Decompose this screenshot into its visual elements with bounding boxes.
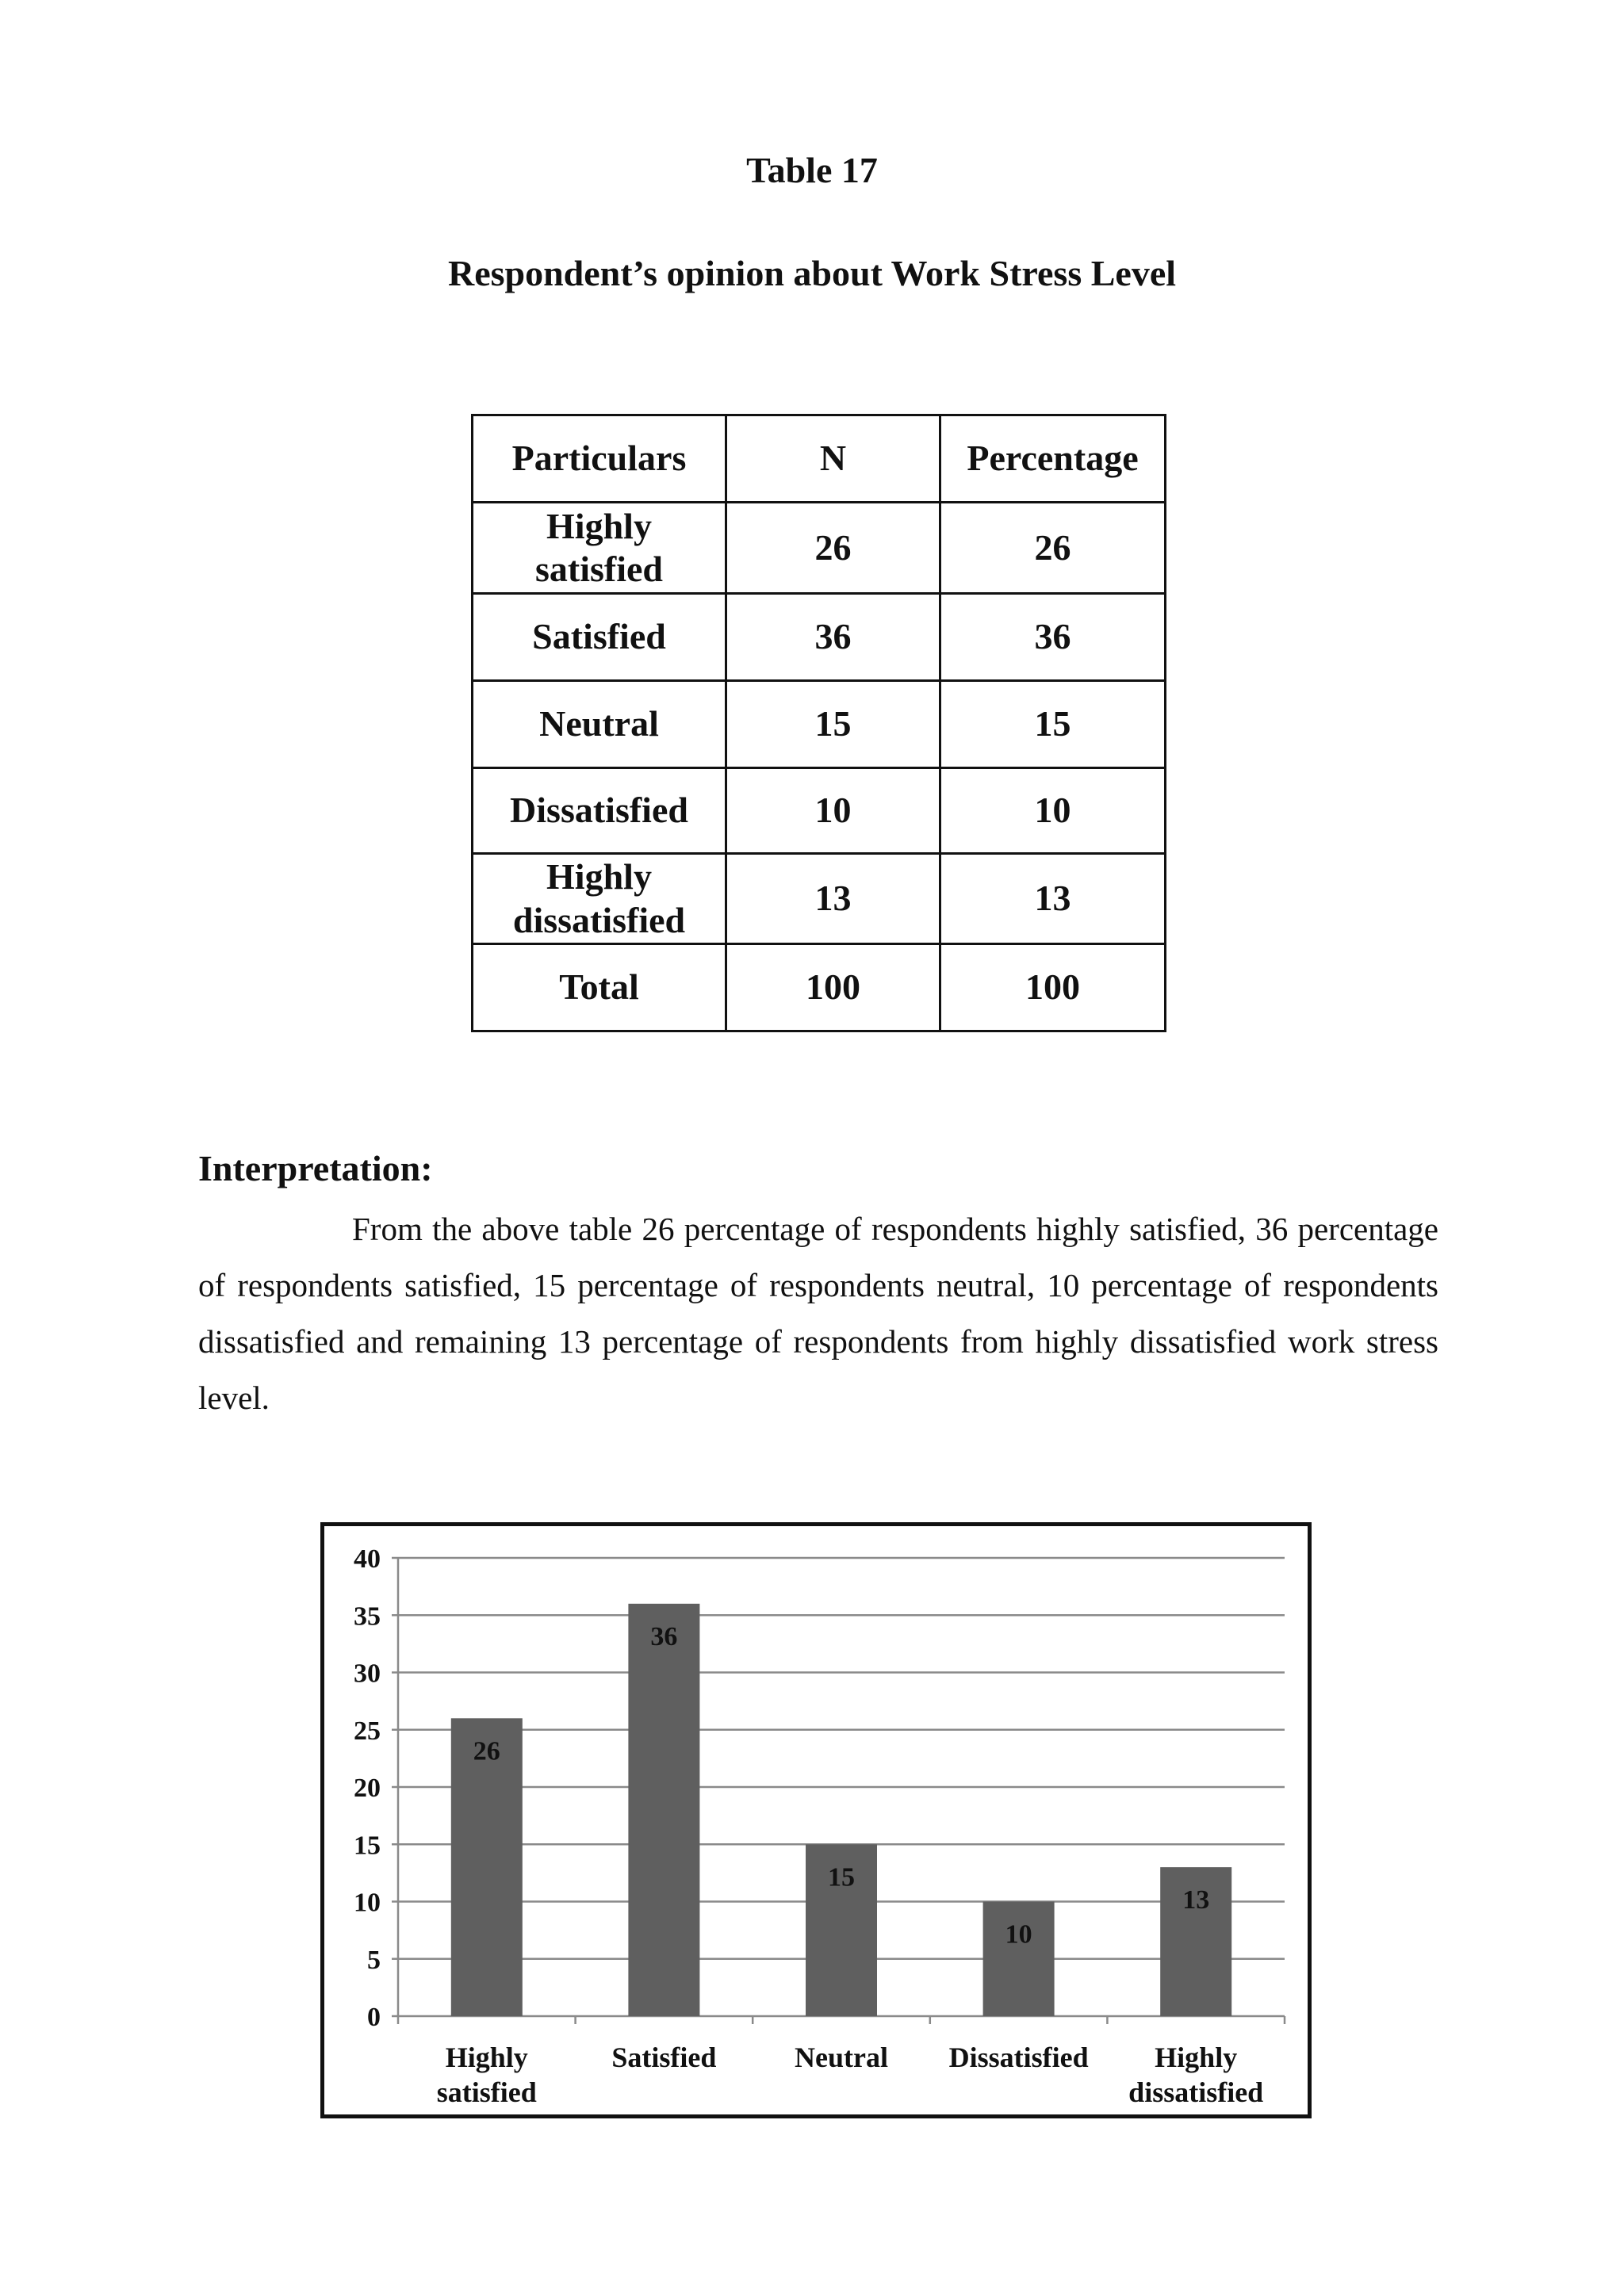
cell-n: 10 (726, 768, 940, 854)
x-category-label: Neutral (795, 2042, 888, 2073)
cell-particular: Highly dissatisfied (473, 854, 726, 944)
data-label: 10 (1005, 1919, 1032, 1950)
table-row (473, 854, 1166, 944)
data-label: 13 (1182, 1885, 1210, 1915)
table-header-row (473, 415, 1166, 503)
bar (983, 1902, 1055, 2017)
y-tick-label: 40 (354, 1544, 381, 1574)
interpretation-paragraph: From the above table 26 percentage of respondents highly satisfied, 36 percentage of respondents satisfied, 15 percentage of respondents neutral, 10 percentage of respondents dissatisfied and remaining 13 percentage of respondents from highly dissatisfied work stress level. (198, 1211, 1438, 1416)
table-row (473, 503, 1166, 594)
cell-particular: Dissatisfied (473, 768, 726, 854)
y-tick-label: 10 (354, 1888, 381, 1918)
interpretation-heading: Interpretation: (198, 1148, 433, 1188)
bar-chart (324, 1526, 1308, 2114)
y-tick-label: 30 (354, 1659, 381, 1689)
header-particulars: Particulars (473, 415, 726, 503)
y-tick-label: 5 (367, 1945, 381, 1975)
cell-n: 26 (726, 503, 940, 594)
x-category-label: Highly satisfied (436, 2042, 537, 2108)
cell-n: 15 (726, 681, 940, 768)
bar (628, 1604, 699, 2016)
table-number: Table 17 (746, 150, 878, 190)
cell-percentage: 26 (940, 503, 1166, 594)
cell-n: 100 (726, 944, 940, 1031)
cell-percentage: 15 (940, 681, 1166, 768)
data-label: 26 (473, 1736, 500, 1766)
y-tick-label: 35 (354, 1601, 381, 1632)
y-tick-label: 0 (367, 2003, 381, 2032)
table-row (473, 594, 1166, 681)
y-tick-label: 15 (354, 1831, 381, 1861)
cell-percentage: 36 (940, 594, 1166, 681)
x-category-label: Dissatisfied (948, 2042, 1089, 2073)
cell-particular: Total (473, 944, 726, 1031)
table-title: Respondent’s opinion about Work Stress Level (447, 253, 1177, 293)
cell-particular: Highly satisfied (473, 503, 726, 594)
cell-percentage: 13 (940, 854, 1166, 944)
data-label: 36 (650, 1621, 678, 1651)
header-percentage: Percentage (940, 415, 1166, 503)
table-row-total (473, 944, 1166, 1031)
cell-percentage: 10 (940, 768, 1166, 854)
y-tick-label: 25 (354, 1716, 381, 1746)
data-label: 15 (828, 1862, 855, 1892)
header-n: N (726, 415, 940, 503)
cell-particular: Satisfied (473, 594, 726, 681)
cell-percentage: 100 (940, 944, 1166, 1031)
x-category-label: Highly dissatisfied (1128, 2042, 1264, 2108)
cell-n: 13 (726, 854, 940, 944)
table-row (473, 681, 1166, 768)
cell-particular: Neutral (473, 681, 726, 768)
cell-n: 36 (726, 594, 940, 681)
table-row (473, 768, 1166, 854)
x-category-label: Satisfied (611, 2042, 717, 2073)
y-tick-label: 20 (354, 1774, 381, 1803)
data-table (471, 414, 1166, 1032)
bar-chart-frame (320, 1522, 1312, 2118)
